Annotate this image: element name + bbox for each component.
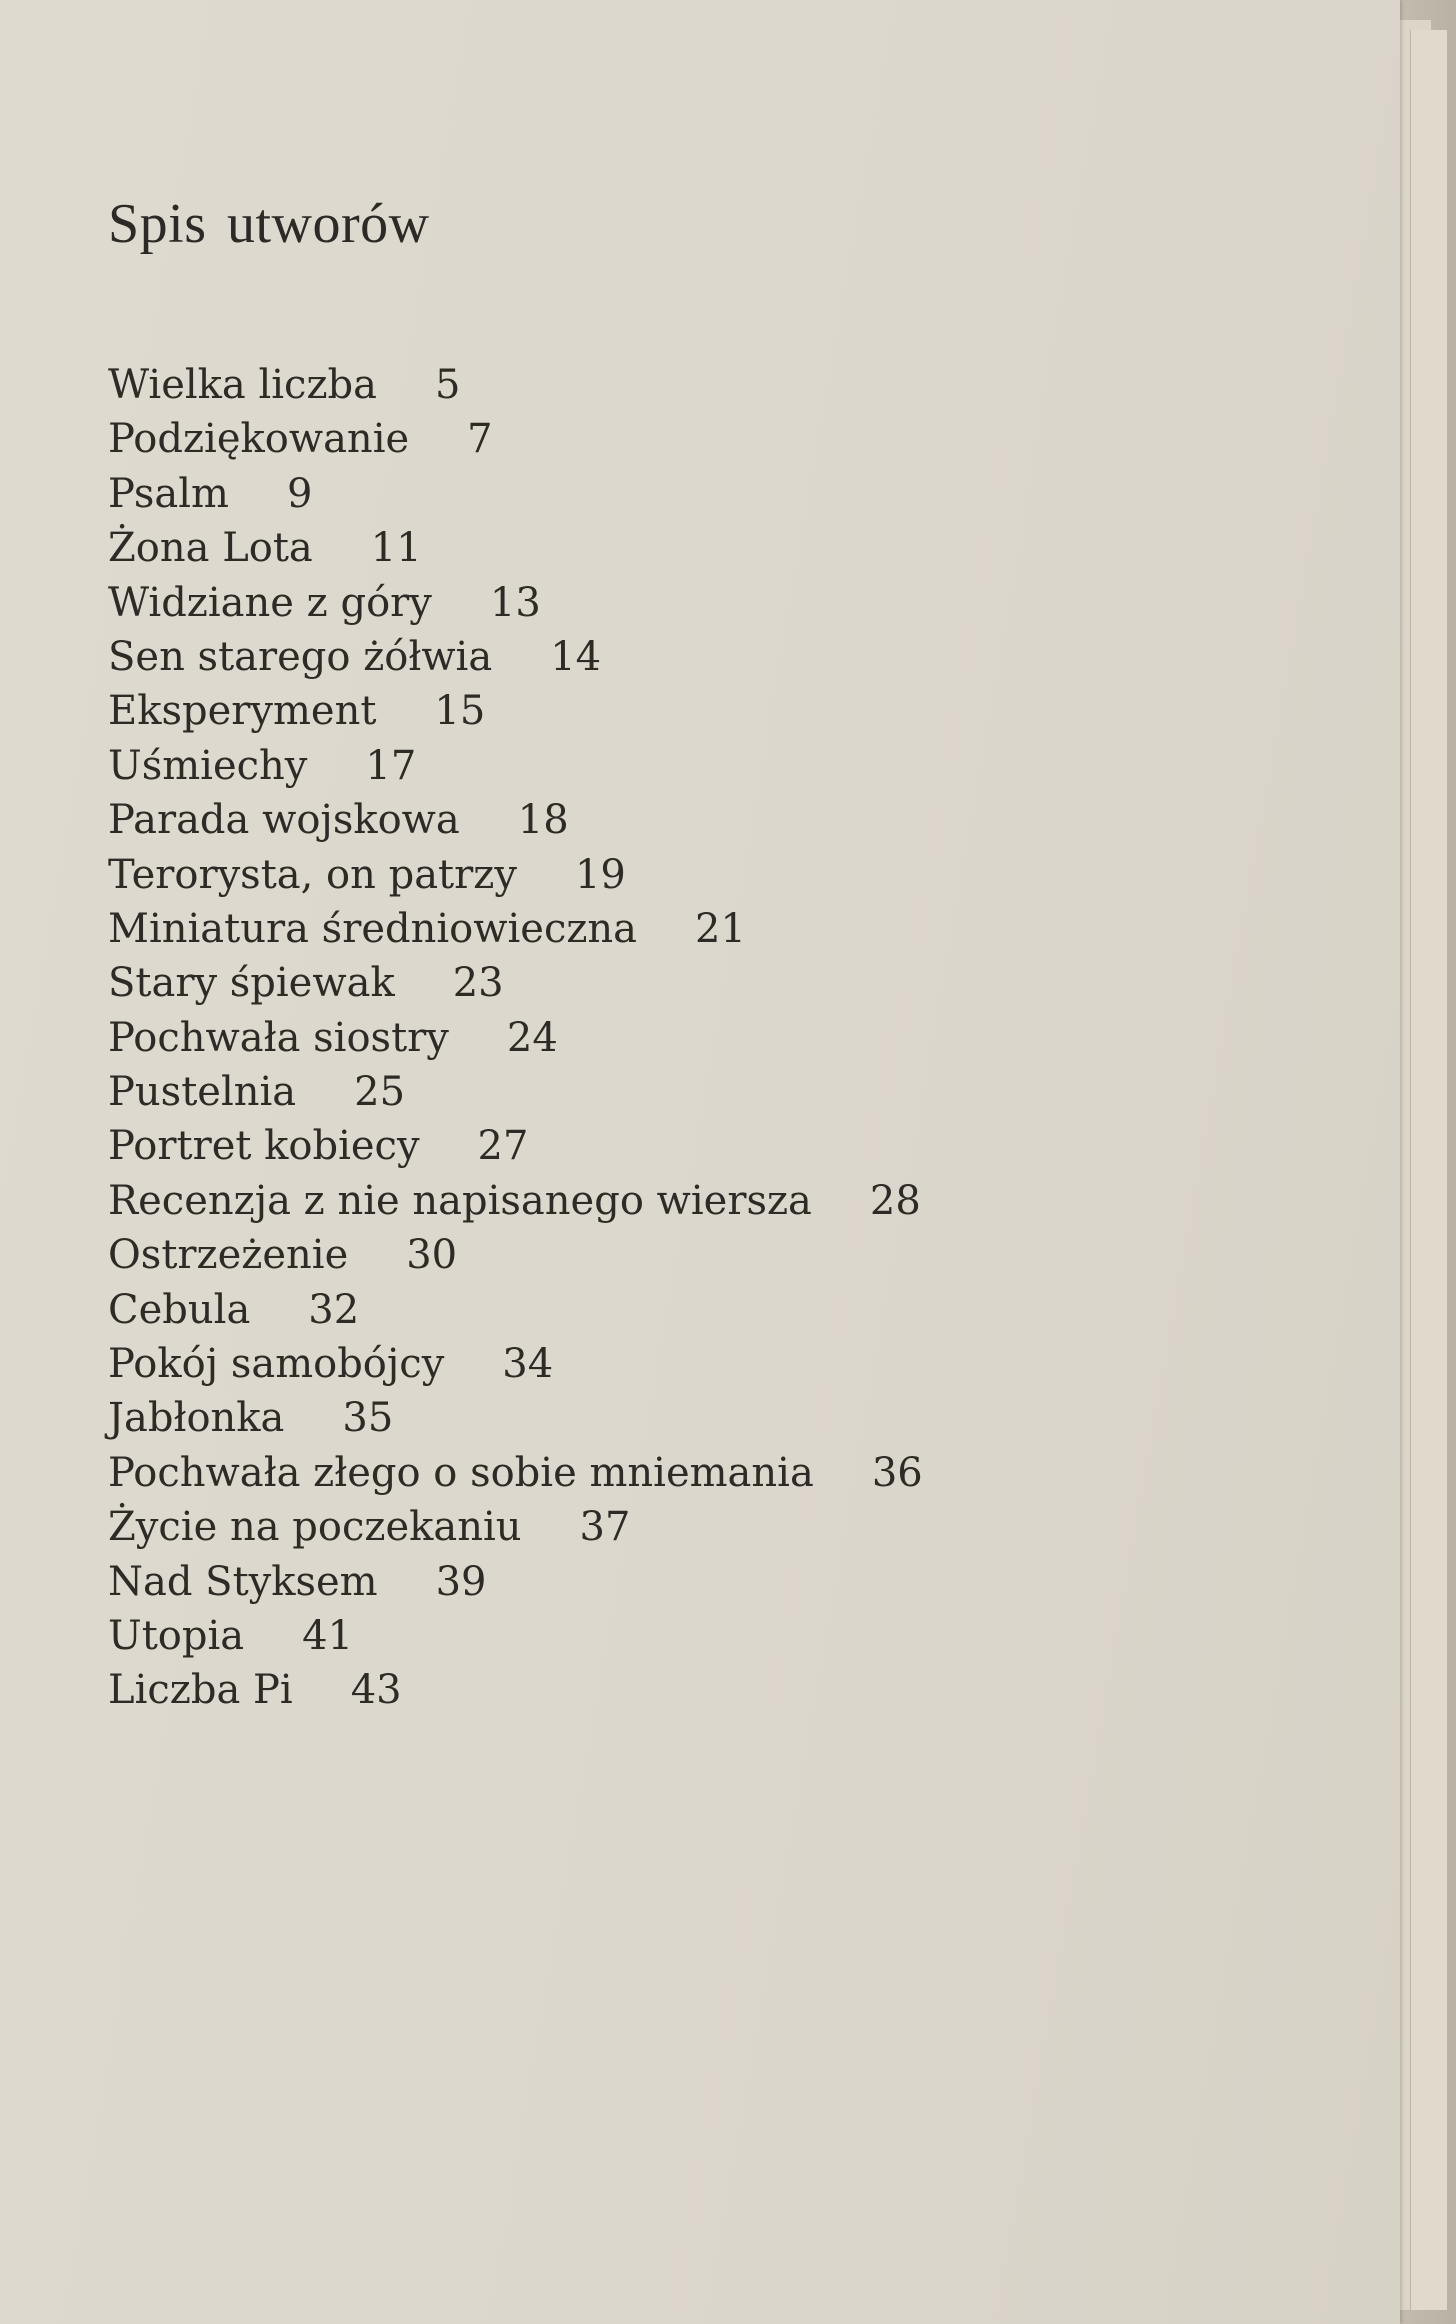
toc-entry-title: Nad Styksem	[108, 1558, 378, 1605]
toc-entry-title: Pokój samobójcy	[108, 1341, 445, 1388]
toc-entry	[108, 956, 923, 1010]
toc-entry	[108, 1228, 923, 1282]
toc-entry	[108, 1391, 923, 1445]
toc-entry	[108, 793, 923, 847]
toc-entry	[108, 521, 923, 575]
toc-entry-page-number: 21	[695, 905, 746, 952]
toc-entry-page-number: 37	[579, 1504, 631, 1551]
toc-entry	[108, 1663, 923, 1717]
toc-entry-page-number: 30	[406, 1232, 458, 1279]
toc-entry-page-number: 36	[871, 1449, 923, 1496]
toc-entry-page-number: 25	[354, 1069, 406, 1116]
toc-entry	[108, 1119, 923, 1173]
toc-entry-title: Życie na poczekaniu	[108, 1504, 522, 1551]
toc-entry-page-number: 7	[467, 416, 493, 463]
toc-entry-page-number: 43	[350, 1667, 402, 1714]
toc-entry-page-number: 14	[550, 633, 602, 680]
toc-entry	[108, 739, 923, 793]
toc-entry-title: Psalm	[108, 470, 229, 517]
page-title: Spis utworów	[108, 193, 430, 255]
toc-entry-title: Portret kobiecy	[108, 1123, 420, 1170]
toc-entry-title: Eksperyment	[108, 688, 377, 735]
toc-entry-title: Cebula	[108, 1286, 251, 1333]
toc-entry	[108, 684, 923, 738]
toc-entry-page-number: 28	[869, 1177, 921, 1224]
toc-entry-page-number: 17	[365, 742, 417, 789]
toc-entry-title: Pochwała siostry	[108, 1014, 449, 1061]
toc-entry	[108, 576, 923, 630]
toc-entry	[108, 467, 923, 521]
toc-entry	[108, 412, 923, 466]
toc-entry-page-number: 11	[370, 525, 422, 572]
toc-entry-title: Żona Lota	[108, 525, 313, 572]
page-edge	[1410, 30, 1447, 2310]
toc-entry-title: Parada wojskowa	[108, 797, 460, 844]
toc-entry	[108, 902, 923, 956]
toc-entry-page-number: 23	[452, 960, 504, 1007]
table-of-contents	[108, 358, 923, 1718]
toc-entry	[108, 1174, 923, 1228]
toc-entry-title: Podziękowanie	[108, 416, 410, 463]
toc-entry-page-number: 32	[308, 1286, 360, 1333]
toc-entry-title: Liczba Pi	[108, 1667, 293, 1714]
toc-entry-page-number: 15	[434, 688, 486, 735]
toc-entry-page-number: 9	[286, 470, 313, 517]
toc-entry	[108, 1555, 923, 1609]
toc-entry-page-number: 19	[574, 851, 626, 898]
toc-entry-page-number: 13	[489, 579, 541, 626]
toc-entry-page-number: 5	[434, 362, 461, 408]
toc-entry-page-number: 34	[502, 1341, 554, 1388]
toc-entry-page-number: 18	[517, 797, 569, 844]
toc-entry	[108, 358, 923, 412]
toc-entry-title: Ostrzeżenie	[108, 1232, 349, 1279]
toc-entry	[108, 630, 923, 684]
toc-entry-title: Sen starego żółwia	[108, 633, 493, 680]
toc-entry	[108, 848, 923, 902]
toc-entry-page-number: 27	[477, 1123, 529, 1170]
toc-entry-page-number: 24	[506, 1014, 558, 1061]
toc-entry-title: Recenzja z nie napisanego wiersza	[108, 1177, 812, 1224]
toc-entry	[108, 1011, 923, 1065]
toc-entry-page-number: 41	[302, 1612, 354, 1659]
toc-entry-title: Terorysta, on patrzy	[108, 851, 517, 898]
toc-entry-page-number: 35	[342, 1395, 394, 1442]
toc-entry	[108, 1065, 923, 1119]
toc-entry-title: Pochwała złego o sobie mniemania	[108, 1449, 814, 1496]
toc-entry-title: Widziane z góry	[108, 579, 432, 626]
toc-entry	[108, 1446, 923, 1500]
toc-entry-page-number: 39	[435, 1558, 487, 1605]
toc-entry	[108, 1500, 923, 1554]
toc-entry-title: Wielka liczba	[108, 362, 377, 408]
toc-entry-title: Uśmiechy	[108, 742, 308, 789]
toc-entry	[108, 1283, 923, 1337]
toc-entry	[108, 1609, 923, 1663]
toc-entry-title: Stary śpiewak	[108, 960, 395, 1007]
toc-entry-title: Jabłonka	[108, 1395, 285, 1442]
toc-entry-title: Utopia	[108, 1612, 245, 1659]
toc-entry-title: Pustelnia	[108, 1069, 297, 1116]
toc-entry	[108, 1337, 923, 1391]
toc-entry-title: Miniatura średniowieczna	[108, 905, 638, 952]
